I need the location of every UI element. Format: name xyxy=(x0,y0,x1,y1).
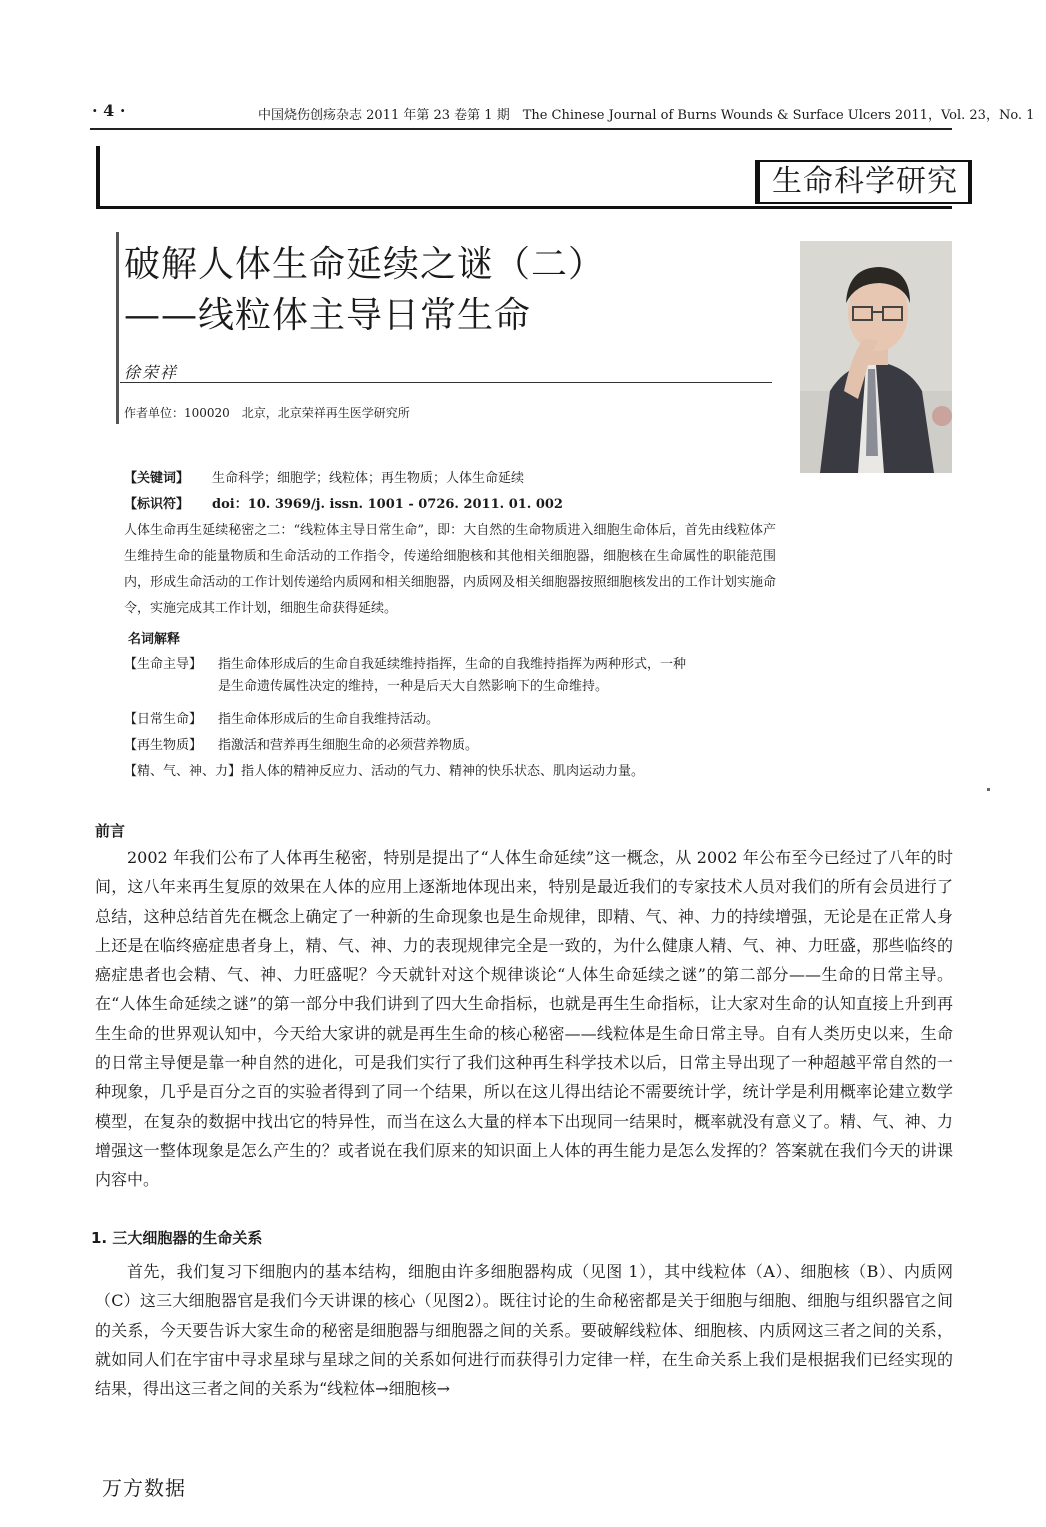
author-affiliation: 作者单位：100020 北京，北京荣祥再生医学研究所 xyxy=(124,406,410,420)
keywords-label: 【关键词】 xyxy=(124,471,190,486)
keywords-value: 生命科学；细胞学；线粒体；再生物质；人体生命延续 xyxy=(212,471,525,486)
running-header: 中国烧伤创疡杂志 2011 年第 23 卷第 1 期 The Chinese Journal of Burns Wounds & Surface Ulcers 2011，Vol. 23，No. 1 xyxy=(258,108,1035,123)
article-subtitle: ——线粒体主导日常生命 xyxy=(124,295,532,336)
doi-value: doi：10. 3969/j. issn. 1001 - 0726. 2011. 01. 002 xyxy=(212,497,563,512)
section-heading: 1. 三大细胞器的生命关系 xyxy=(91,1229,263,1247)
preface-paragraph: 2002 年我们公布了人体再生秘密，特别是提出了“人体生命延续”这一概念，从 2002 年公布至今已经过了八年的时间，这八年来再生复原的效果在人体的应用上逐渐地体现出来，特别是最近我们的专家技术人员对我们的所有会员进行了总结，这种总结首先在概念上确定了一种新的生命现象也是生命规律，即精、气、神、力的持续增强，无论是在正常人身上还是在临终癌症患者身上，精、气、神、力的表现规律完全是一致的，为什么健康人精、气、神、力旺盛，那些临终的癌症患者也会精、气、神、力旺盛呢？今天就针对这个规律谈论“人体生命延续之谜”的第二部分——生命的日常主导。在“人体生命延续之谜”的第一部分中我们讲到了四大生命指标，也就是再生生命指标，让大家对生命的认知直接上升到再生生命的世界观认知中，今天给大家讲的就是再生生命的核心秘密——线粒体是生命日常主导。自有人类历史以来，生命的日常主导便是靠一种自然的进化，可是我们实行了我们这种再生科学技术以后，日常主导出现了一种超越平常自然的一种现象，几乎是百分之百的实验者得到了同一个结果，所以在这儿得出结论不需要统计学，统计学是利用概率论建立数学模型，在复杂的数据中找出它的特异性，而当在这么大量的样本下出现同一结果时，概率就没有意义了。精、气、神、力增强这一整体现象是怎么产生的？或者说在我们原来的知识面上人体的再生能力是怎么发挥的？答案就在我们今天的讲课内容中。 xyxy=(95,848,953,1190)
identifier-label: 【标识符】 xyxy=(124,497,190,512)
glossary-definition: 指人体的精神反应力、活动的气力、精神的快乐状态、肌肉运动力量。 xyxy=(241,764,645,779)
glossary-item xyxy=(124,735,478,757)
margin-mark xyxy=(987,788,990,791)
author-name: 徐荣祥 xyxy=(124,363,179,382)
header-rule xyxy=(90,128,952,130)
glossary-definition-continued: 是生命遗传属性决定的维持，一种是后天大自然影响下的生命维持。 xyxy=(218,679,609,694)
glossary-item xyxy=(124,709,439,731)
section-tag: 生命科学研究 xyxy=(755,160,972,204)
glossary-term: 【再生物质】 xyxy=(124,738,203,753)
section-rule xyxy=(96,206,952,209)
author-portrait-image xyxy=(800,241,952,473)
title-side-rule xyxy=(116,232,119,424)
glossary-term: 【日常生命】 xyxy=(124,712,203,727)
identifier-row xyxy=(124,493,563,512)
glossary-title: 名词解释 xyxy=(128,632,181,647)
author-rule xyxy=(120,382,772,383)
section-paragraph: 首先，我们复习下细胞内的基本结构，细胞由许多细胞器构成（见图 1），其中线粒体（A）、细胞核（B）、内质网（C）这三大细胞器官是我们今天讲课的核心（见图2）。既往讨论的生命秘密都是关于细胞与细胞、细胞与组织器官之间的关系，今天要告诉大家生命的秘密是细胞器与细胞器之间的关系。要破解线粒体、细胞核、内质网这三者之间的关系，就如同人们在宇宙中寻求星球与星球之间的关系如何进行而获得引力定律一样，在生命关系上我们是根据我们已经实现的结果，得出这三者之间的关系为“线粒体→细胞核→ xyxy=(95,1262,953,1399)
glossary-definition: 指激活和营养再生细胞生命的必须营养物质。 xyxy=(218,738,479,753)
abstract-text: 人体生命再生延续秘密之二：“线粒体主导日常生命”，即：大自然的生命物质进入细胞生命体后，首先由线粒体产生维持生命的能量物质和生命活动的工作指令，传递给细胞核和其他相关细胞器，细胞核在生命属性的职能范围内，形成生命活动的工作计划传递给内质网和相关细胞器，内质网及相关细胞器按照细胞核发出的工作计划实施命令，实施完成其工作计划，细胞生命获得延续。 xyxy=(124,523,776,616)
glossary-definition: 指生命体形成后的生命自我维持活动。 xyxy=(218,712,440,727)
wanfang-logo: 万方数据 xyxy=(102,1476,186,1500)
author-photo xyxy=(800,241,952,473)
left-accent-bar xyxy=(96,146,100,206)
glossary-term: 【精、气、神、力】 xyxy=(124,764,242,779)
keywords-row xyxy=(124,467,524,486)
glossary-definition: 指生命体形成后的生命自我延续维持指挥，生命的自我维持指挥为两种形式，一种 xyxy=(218,657,687,672)
page-number: · 4 · xyxy=(92,101,126,120)
glossary-term: 【生命主导】 xyxy=(124,657,203,672)
preface-heading: 前言 xyxy=(95,822,126,840)
glossary-item xyxy=(124,761,644,783)
glossary-item xyxy=(124,654,804,698)
article-title: 破解人体生命延续之谜（二） xyxy=(124,244,606,285)
